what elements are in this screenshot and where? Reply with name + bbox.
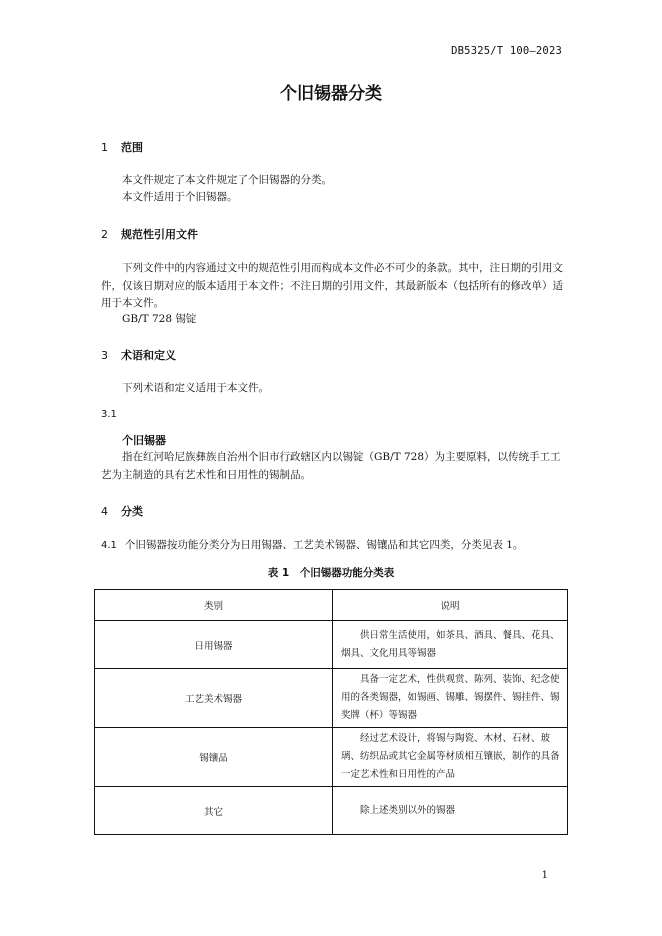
section-3-heading bbox=[101, 347, 176, 363]
term-definition: 指在红河哈尼族彝族自治州个旧市行政辖区内以锡锭（GB/T 728）为主要原料，以传统手工工艺为主制造的具有艺术性和日用性的锡制品。 bbox=[101, 451, 561, 481]
section-1-title: 范围 bbox=[121, 141, 143, 154]
header-description: 说明 bbox=[333, 590, 568, 621]
section-4-title: 分类 bbox=[121, 505, 143, 518]
row-description: 除上述类别以外的锡器 bbox=[333, 787, 568, 835]
subsection-3-1-number: 3.1 bbox=[101, 409, 117, 420]
section-2-heading bbox=[101, 226, 198, 242]
section-3-title: 术语和定义 bbox=[121, 349, 176, 362]
normative-reference: GB/T 728 锡锭 bbox=[122, 313, 197, 325]
row-description: 供日常生活使用，如茶具、酒具、餐具、花具、烟具、文化用具等锡器 bbox=[333, 621, 568, 669]
clause-4-1 bbox=[101, 537, 571, 552]
section-3-number: 3 bbox=[101, 349, 108, 362]
clause-4-1-text: 个旧锡器按功能分类分为日用锡器、工艺美术锡器、锡镶品和其它四类，分类见表 1。 bbox=[124, 539, 524, 551]
row-category: 锡镶品 bbox=[95, 728, 333, 787]
clause-4-1-number: 4.1 bbox=[101, 540, 117, 551]
section-2-title: 规范性引用文件 bbox=[121, 228, 198, 241]
table-row bbox=[95, 787, 568, 835]
term-name: 个旧锡器 bbox=[122, 434, 166, 447]
row-description: 具备一定艺术，性供观赏、陈列、装饰、纪念使用的各类锡器，如锡画、锡雕、锡摆件、锡挂件、锡奖牌（杯）等锡器 bbox=[333, 669, 568, 728]
table-row bbox=[95, 621, 568, 669]
section-2-number: 2 bbox=[101, 228, 108, 241]
row-category: 其它 bbox=[95, 787, 333, 835]
section-2-para-1: 下列文件中的内容通过文中的规范性引用而构成本文件必不可少的条款。其中，注日期的引用文件，仅该日期对应的版本适用于本文件；不注日期的引用文件，其最新版本（包括所有的修改单）适用于本文件。 bbox=[101, 262, 563, 309]
row-category: 日用锡器 bbox=[95, 621, 333, 669]
table-header-row bbox=[95, 590, 568, 621]
table-title: 表 1 个旧锡器功能分类表 bbox=[267, 567, 395, 579]
section-1-para-2: 本文件适用于个旧锡器。 bbox=[122, 191, 238, 203]
section-4-number: 4 bbox=[101, 505, 108, 518]
section-4-heading bbox=[101, 503, 143, 519]
row-category: 工艺美术锡器 bbox=[95, 669, 333, 728]
classification-table bbox=[94, 589, 568, 835]
document-title: 个旧锡器分类 bbox=[280, 84, 382, 104]
standard-code: DB5325/T 100—2023 bbox=[451, 45, 562, 57]
header-category: 类别 bbox=[95, 590, 333, 621]
table-row bbox=[95, 728, 568, 787]
section-1-number: 1 bbox=[101, 141, 108, 154]
section-1-para-1: 本文件规定了本文件规定了个旧锡器的分类。 bbox=[122, 174, 332, 186]
page-number: 1 bbox=[541, 870, 548, 881]
table-row bbox=[95, 669, 568, 728]
row-description: 经过艺术设计，将锡与陶瓷、木材、石材、玻璃、纺织品或其它金属等材质相互镶嵌，制作的具备一定艺术性和日用性的产品 bbox=[333, 728, 568, 787]
section-3-para-1: 下列术语和定义适用于本文件。 bbox=[122, 382, 269, 394]
section-1-heading bbox=[101, 139, 143, 155]
